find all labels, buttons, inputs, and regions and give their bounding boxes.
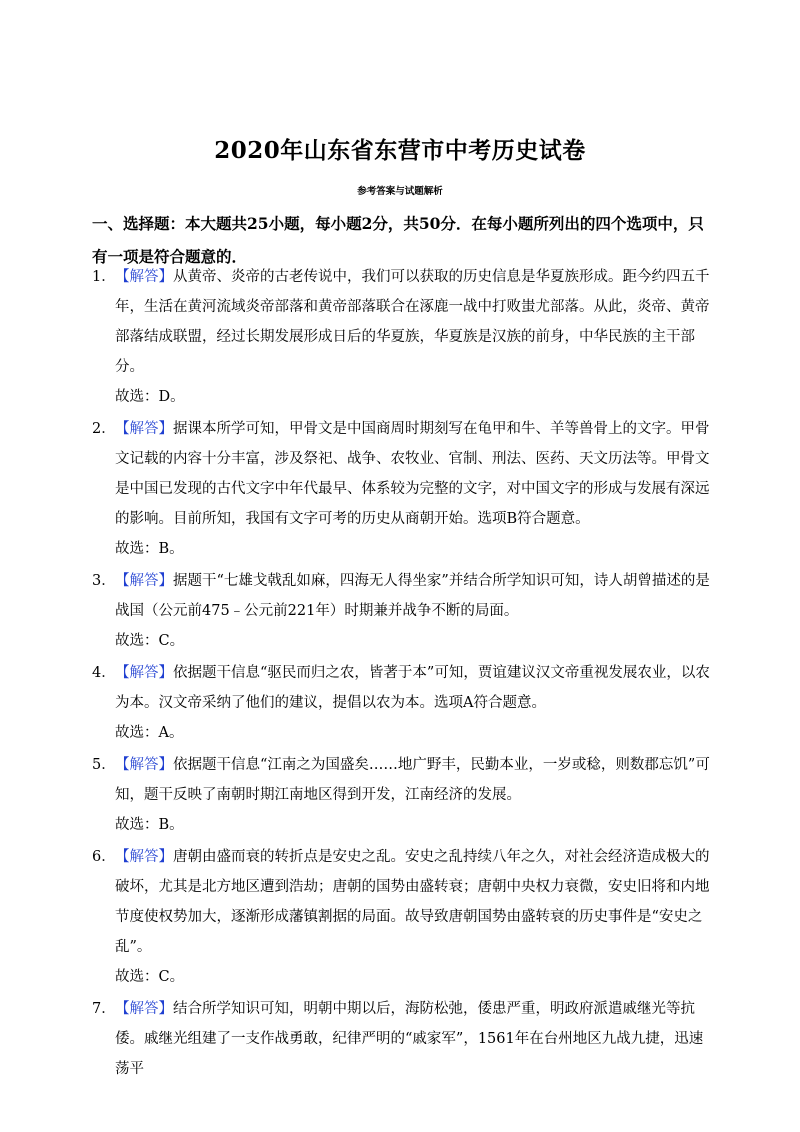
list-item (92, 566, 717, 656)
answer-tag: 【解答】 (115, 573, 173, 589)
answer-tag: 【解答】 (115, 1001, 173, 1017)
item-answer: 故选：D。 (115, 389, 185, 405)
answer-tag: 【解答】 (115, 269, 173, 285)
item-text: 依据题干信息“驱民而归之农，皆著于本”可知，贾谊建议汉文帝重视发展农业，以农为本。汉文帝采纳了他们的建议，提倡以农为本。选项A符合题意。 (115, 665, 710, 711)
list-item (92, 750, 717, 840)
answer-tag: 【解答】 (115, 665, 173, 681)
list-item (92, 414, 717, 564)
document-title: 2020年山东省东营市中考历史试卷 (214, 137, 586, 164)
answer-list (92, 262, 717, 1086)
answer-tag: 【解答】 (115, 849, 173, 865)
answer-tag: 【解答】 (115, 757, 173, 773)
item-text: 依据题干信息“江南之为国盛矣……地广野丰，民勤本业，一岁或稔，则数郡忘饥”可知，题干反映了南朝时期江南地区得到开发，江南经济的发展。 (115, 757, 710, 803)
item-body (115, 566, 717, 626)
item-answer: 故选：C。 (115, 633, 185, 649)
item-number: 7． (92, 1001, 116, 1017)
list-item (92, 658, 717, 748)
document-subtitle: 参考答案与试题解析 (357, 186, 443, 197)
item-text: 从黄帝、炎帝的古老传说中，我们可以获取的历史信息是华夏族形成。距今约四五千年，生活在黄河流域炎帝部落和黄帝部落联合在涿鹿一战中打败蚩尤部落。从此，炎帝、黄帝部落结成联盟，经过长期发展形成日后的华夏族，华夏族是汉族的前身，中华民族的主干部分。 (115, 269, 710, 375)
item-text: 据课本所学可知，甲骨文是中国商周时期刻写在龟甲和牛、羊等兽骨上的文字。甲骨文记载的内容十分丰富，涉及祭祀、战争、农牧业、官制、刑法、医药、天文历法等。甲骨文是中国已发现的古代文字中年代最早、体系较为完整的文字，对中国文字的形成与发展有深远的影响。目前所知，我国有文字可考的历史从商朝开始。选项B符合题意。 (115, 421, 710, 527)
item-number: 1． (92, 269, 116, 285)
item-body (115, 658, 717, 718)
item-answer: 故选：A。 (115, 725, 184, 741)
item-number: 4． (92, 665, 116, 681)
item-body (115, 994, 717, 1084)
item-body (115, 414, 717, 534)
item-text: 结合所学知识可知，明朝中期以后，海防松弛，倭患严重，明政府派遣戚继光等抗倭。戚继光组建了一支作战勇敢，纪律严明的“戚家军”，1561年在台州地区九战九捷，迅速荡平 (115, 1001, 704, 1077)
item-text: 唐朝由盛而衰的转折点是安史之乱。安史之乱持续八年之久，对社会经济造成极大的破坏，尤其是北方地区遭到浩劫；唐朝的国势由盛转衰；唐朝中央权力衰微，安史旧将和内地节度使权势加大，逐渐形成藩镇割据的局面。故导致唐朝国势由盛转衰的历史事件是“安史之乱”。 (115, 849, 710, 955)
item-body (115, 262, 717, 382)
item-body (115, 842, 717, 962)
answer-tag: 【解答】 (115, 421, 173, 437)
item-answer: 故选：B。 (115, 817, 184, 833)
item-number: 2． (92, 421, 116, 437)
section-heading: 一、选择题：本大题共25小题，每小题2分，共50分．在每小题所列出的四个选项中，只有一项是符合题意的． (92, 214, 704, 266)
list-item (92, 842, 717, 992)
item-text: 据题干“七雄戈戟乱如麻，四海无人得坐家”并结合所学知识可知，诗人胡曾描述的是战国（公元前475﹣公元前221年）时期兼并战争不断的局面。 (115, 573, 710, 619)
item-number: 3． (92, 573, 116, 589)
item-number: 5． (92, 757, 116, 773)
list-item (92, 994, 717, 1084)
item-answer: 故选：B。 (115, 541, 184, 557)
item-answer: 故选：C。 (115, 969, 185, 985)
item-number: 6． (92, 849, 116, 865)
item-body (115, 750, 717, 810)
list-item (92, 262, 717, 412)
